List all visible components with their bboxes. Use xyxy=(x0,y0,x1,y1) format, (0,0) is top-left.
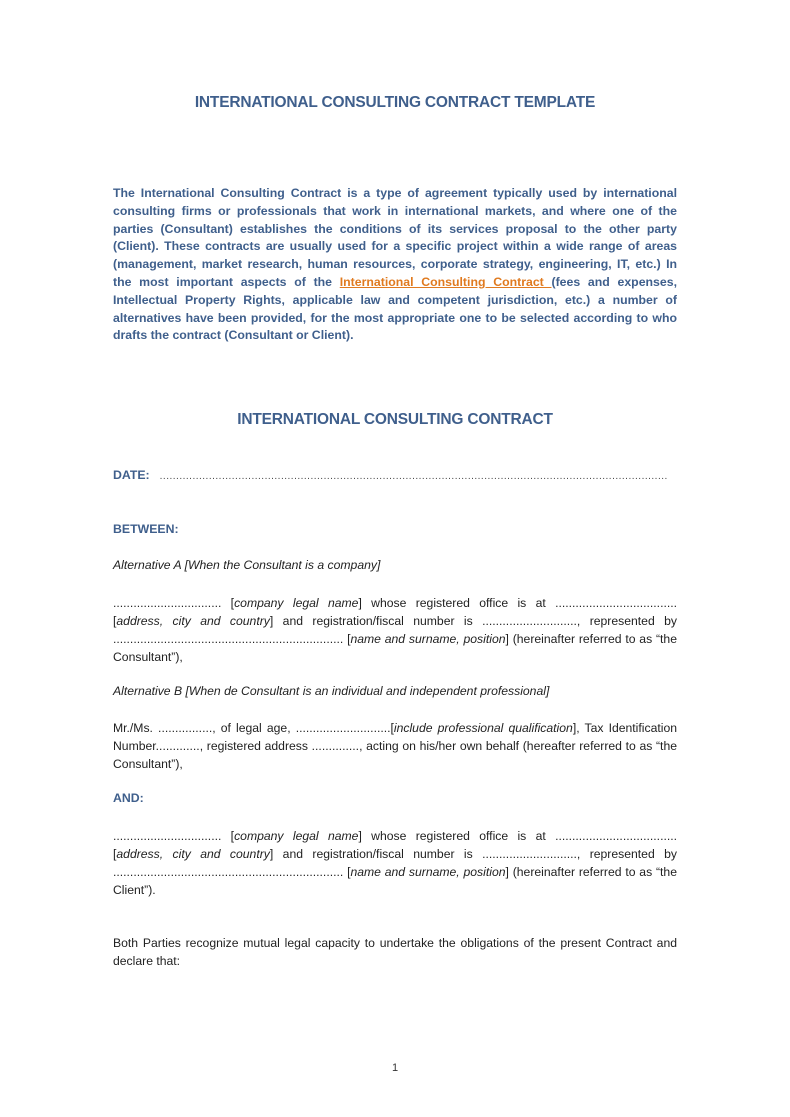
contract-link[interactable]: International Consulting Contract xyxy=(339,274,552,289)
placeholder-text: name and surname, position xyxy=(350,865,506,879)
text: Mr./Ms. ................, of legal age, ............................[ xyxy=(113,721,394,735)
alt-a-prefix: Alternative A [ xyxy=(113,558,188,572)
closing-paragraph: Both Parties recognize mutual legal capacity to undertake the obligations of the present Contract and declare that: xyxy=(113,936,677,968)
text: ] (hereinafter referred to as “the Consultant”), xyxy=(113,632,677,664)
text: ] (hereinafter referred to as “the Client”). xyxy=(113,865,677,897)
placeholder-text: name and surname, position xyxy=(350,632,506,646)
text: ], Tax Identification Number............., registered address .............., acting on his/her own behalf (hereafter referred to as “the Consultant”), xyxy=(113,721,677,771)
text: ] and registration/fiscal number is ............................, represented by .................................................................... [ xyxy=(113,614,677,646)
text: ] and registration/fiscal number is ............................, represented by .................................................................... [ xyxy=(113,847,677,879)
alternative-b-heading xyxy=(113,684,549,698)
placeholder-text: address, city and country xyxy=(116,847,270,861)
date-field xyxy=(113,468,677,482)
alt-a-suffix: ] xyxy=(376,558,381,572)
placeholder-text: company legal name xyxy=(234,596,359,610)
between-label: BETWEEN: xyxy=(113,522,179,536)
alt-a-italic: When the Consultant is a company xyxy=(187,558,377,572)
document-title: INTERNATIONAL CONSULTING CONTRACT TEMPLATE xyxy=(194,94,596,111)
text: ] whose registered office is at .................................... [ xyxy=(113,596,677,628)
and-label: AND: xyxy=(113,791,144,805)
date-blank: ........................................................................................................................................................... xyxy=(159,471,668,482)
text: ................................ [ xyxy=(113,596,235,610)
alternative-a-heading xyxy=(113,558,380,572)
alternative-a-paragraph xyxy=(113,594,677,666)
alt-b-italic: When de Consultant is an individual and independent professional xyxy=(188,684,546,698)
text: ] whose registered office is at .................................... [ xyxy=(113,829,677,861)
placeholder-text: address, city and country xyxy=(116,614,270,628)
placeholder-text: include professional qualification xyxy=(393,721,573,735)
alt-b-suffix: ] xyxy=(545,684,550,698)
client-paragraph xyxy=(113,827,677,899)
text: ................................ [ xyxy=(113,829,235,843)
alt-b-prefix: Alternative B [ xyxy=(113,684,189,698)
placeholder-text: company legal name xyxy=(234,829,359,843)
intro-text-2: (fees and expenses, Intellectual Property Rights, applicable law and competent jurisdiction, etc.) a number of alternatives have been provided, for the most appropriate one to be selected according to who drafts the contract (Consultant or Client). xyxy=(113,274,677,343)
contract-title: INTERNATIONAL CONSULTING CONTRACT xyxy=(237,411,553,428)
date-label: DATE: xyxy=(113,468,150,482)
intro-text-1: The International Consulting Contract is a type of agreement typically used by international consulting firms or professionals that work in international markets, and where one of the parties (Consultant) establishes the conditions of its services proposal to the other party (Client). These contracts are usually used for a specific project within a wide range of areas (management, market research, human resources, corporate strategy, engineering, IT, etc.) In the most important aspects of the xyxy=(113,186,677,289)
intro-paragraph xyxy=(113,185,677,345)
alternative-b-paragraph xyxy=(113,719,677,773)
page-number: 1 xyxy=(391,1062,399,1074)
